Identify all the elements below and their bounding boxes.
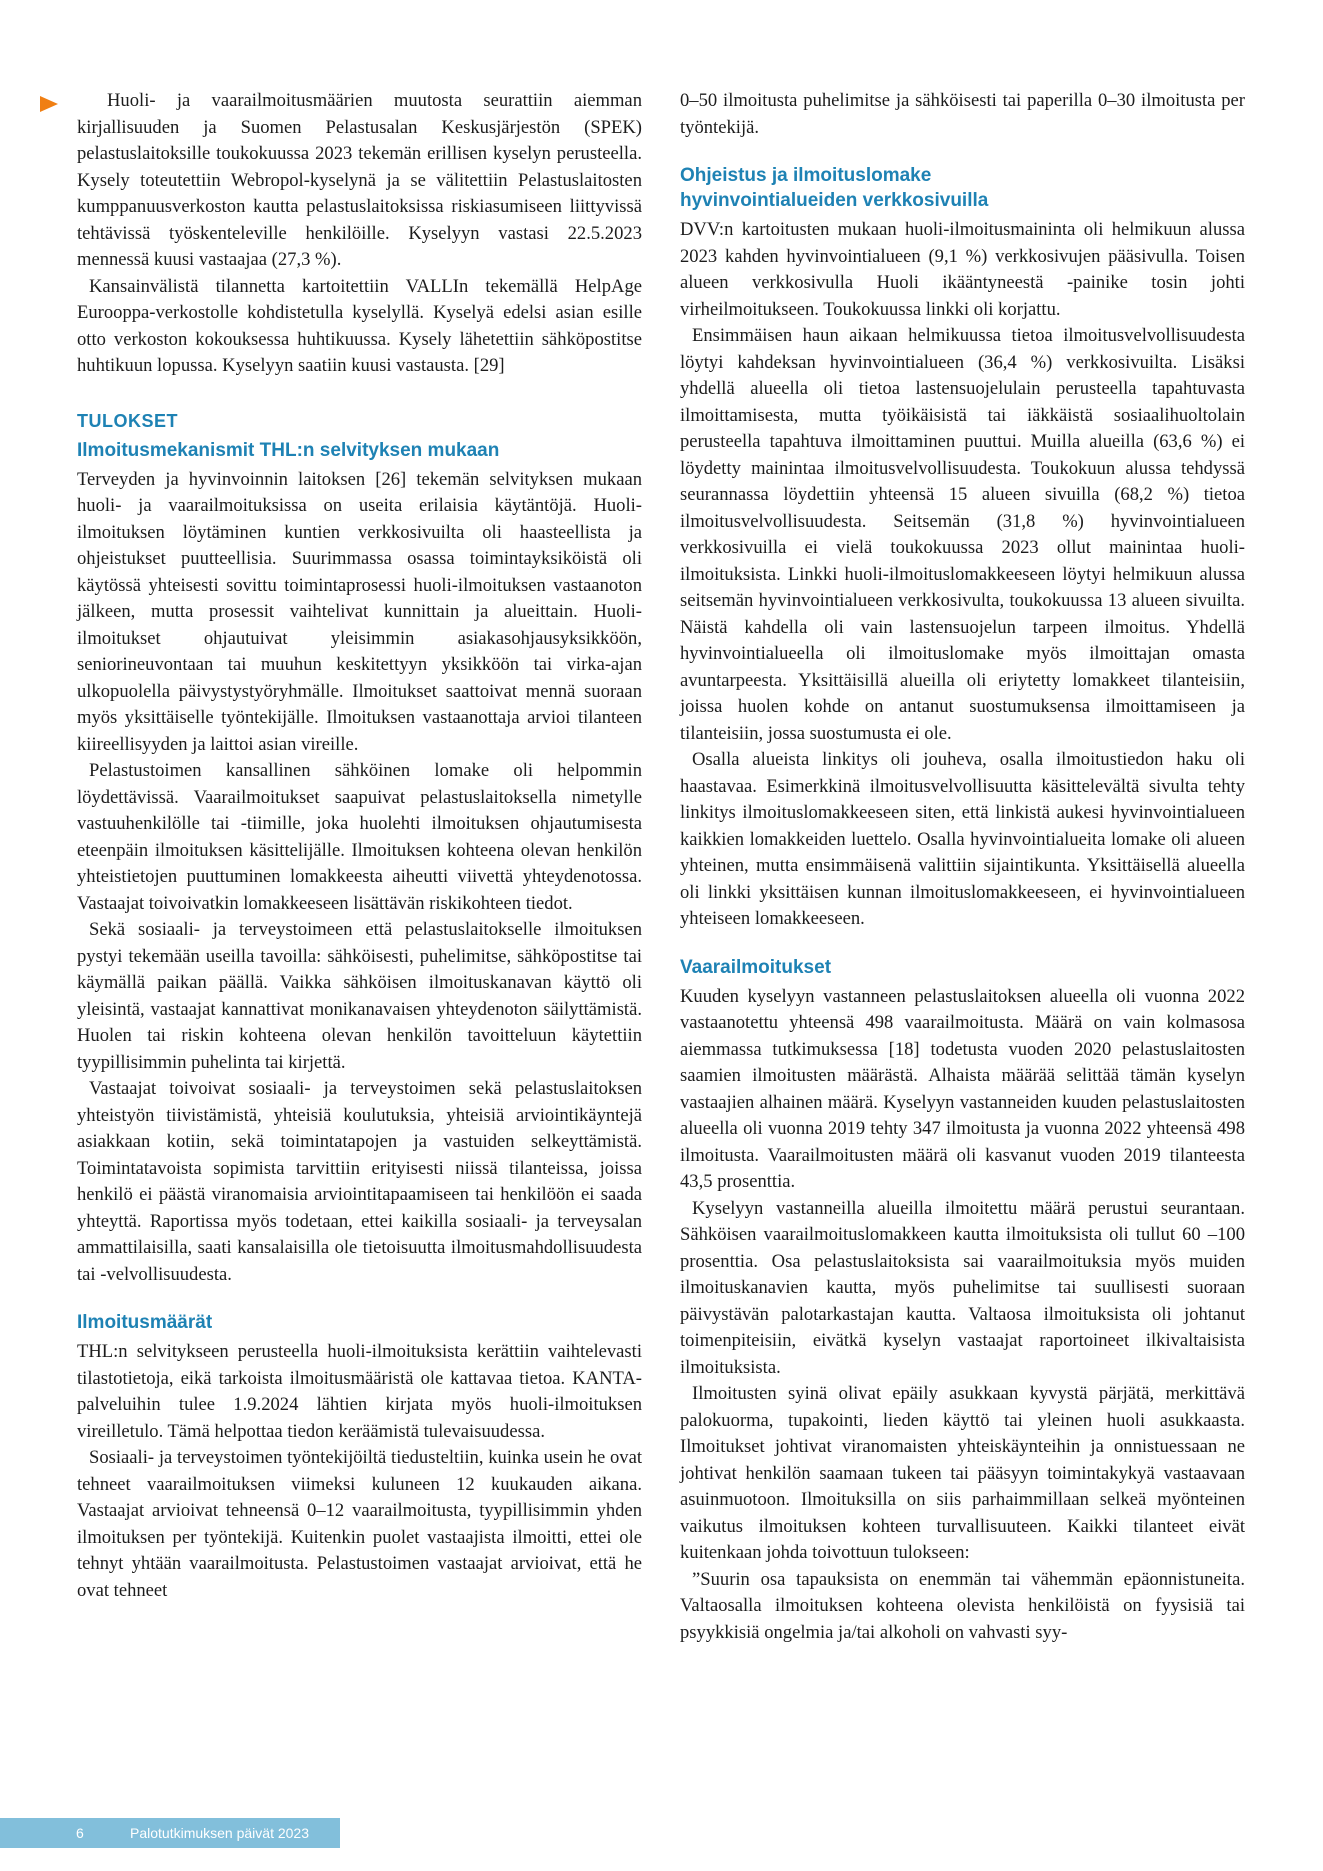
body-paragraph: Terveyden ja hyvinvoinnin laitoksen [26] tekemän selvityksen mukaan huoli- ja vaarailmoituksissa on useita erilaisia käytäntöjä. Huoli-ilmoituksen löytäminen kuntien verkkosivuilta oli haasteellista ja ohjeistukset puutteellisia. Suurimmassa osassa toimintayksiköistä oli käytössä yhteisesti sovittu toimintaprosessi huoli-ilmoituksen vastaanoton jälkeen, mutta prosessit vaihtelivat kunnittain ja alueittain. Huoli-ilmoitukset ohjautuivat yleisimmin asiakasohjausyksikköön, seniorineuvontaan tai muuhun keskitettyyn yksikköön tai virka-ajan ulkopuolella päivystystyöryhmälle. Ilmoitukset saattoivat mennä suoraan myös yksittäiselle työntekijälle. Ilmoituksen vastaanottaja arvioi tilanteen kiireellisyyden ja laittoi asian vireille. — [77, 468, 642, 755]
subheading-report-counts: Ilmoitusmäärät — [77, 1312, 213, 1333]
orange-triangle-marker-icon — [40, 96, 58, 112]
continuation-paragraph: 0–50 ilmoitusta puhelimitse ja sähköisesti tai paperilla 0–30 ilmoitusta per työntekijä. — [680, 90, 1245, 138]
body-paragraph: Ensimmäisen haun aikaan helmikuussa tietoa ilmoitusvelvollisuudesta löytyi kahdeksan hyvinvointialueen (36,4 %) verkkosivuilta. Lisäksi yhdellä alueella oli tietoa lastensuojelulain perusteella tapahtuvasta ilmoittamisesta, mutta työikäisistä tai iäkkäistä sosiaalihuoltolain perusteella tapahtuva ilmoittaminen puuttui. Muilla alueilla (63,6 %) ei löydetty mainintaa ilmoitusvelvollisuudesta. Toukokuun alussa tehdyssä seurannassa löydettiin yhteensä 15 alueen sivuilla (68,2 %) tietoa ilmoitusvelvollisuudesta. Seitsemän (31,8 %) hyvinvointialueen verkkosivuilla ei vielä toukokuussa 2023 ollut mainintaa huoli-ilmoituksista. Linkki huoli-ilmoituslomakkeeseen löytyi helmikuun alussa seitsemän hyvinvointialueen verkkosivulta, toukokuussa 13 alueen sivuilta. Näistä kahdella oli vain lastensuojelun tarpeen ilmoitus. Yhdellä hyvinvointialueella oli ilmoituslomake myös ilmoittajan omasta avuntarpeesta. Yksittäisillä alueilla oli eriytetty lomakkeet tilanteisiin, joissa huolen kohde on antanut suostumuksensa ilmoittamiseen ja tilanteisiin, jossa suostumusta ei ole. — [680, 325, 1245, 744]
body-paragraph: Kuuden kyselyyn vastanneen pelastuslaitoksen alueella oli vuonna 2022 vastaanotettu yhteensä 498 vaarailmoitusta. Määrä on vain kolmasosa aiemmassa tutkimuksessa [18] todetusta vuoden 2020 pelastuslaitosten saamien ilmoitusten määrästä. Alhaista määrää selittää tämän kyselyn vastaajien alhainen määrä. Kyselyyn vastanneiden kuuden pelastuslaitosten alueella oli vuonna 2019 tehty 347 ilmoitusta ja vuonna 2022 yhteensä 498 ilmoitusta. Vaarailmoitusten määrä oli kasvanut vuoden 2019 tilanteesta 43,5 prosenttia. — [680, 985, 1245, 1192]
intro-paragraph: Huoli- ja vaarailmoitusmäärien muutosta seurattiin aiemman kirjallisuuden ja Suomen Pelastusalan Keskusjärjestön (SPEK) pelastuslaitoksille toukokuussa 2023 tekemän erillisen kyselyn perusteella. Kysely toteutettiin Webropol-kyselynä ja se välitettiin Pelastuslaitosten kumppanuusverkoston kautta pelastuslaitoksissa riskiasumiseen liittyvissä tehtävissä työskenteleville henkilöille. Kyselyyn vastasi 22.5.2023 mennessä kuusi vastaajaa (27,3 %). — [77, 90, 642, 270]
subheading-line: hyvinvointialueiden verkkosivuilla — [680, 190, 989, 211]
right-column — [680, 88, 1245, 1646]
body-paragraph: Kyselyyn vastanneilla alueilla ilmoitettu määrä perustui seurantaan. Sähköisen vaarailmoituslomakkeen kautta ilmoituksista oli tullut 60 –100 prosenttia. Osa pelastuslaitoksista sai vaarailmoituksia myös muiden ilmoituskanavien kautta, myös puhelimitse tai suullisesti suoraan päivystävän palotarkastajan kautta. Valtaosa ilmoituksista oli johtanut toimenpiteisiin, eivätkä kyselyn vastaajat raportoineet ilkivaltaisista ilmoituksista. — [680, 1197, 1245, 1378]
intro-paragraph: Kansainvälistä tilannetta kartoitettiin VALLIn tekemällä HelpAge Eurooppa-verkostolle kohdistetulla kyselyllä. Kyselyä edelsi asian esille otto verkoston kokouksessa huhtikuussa. Kysely lähetettiin sähköpostitse huhtikuun lopussa. Kyselyyn saatiin kuusi vastausta. [29] — [77, 275, 642, 376]
body-paragraph: THL:n selvitykseen perusteella huoli-ilmoituksista kerättiin vaihtelevasti tilastotietoja, eikä tarkoista ilmoitusmääristä ole kattavaa tietoa. KANTA-palveluihin tulee 1.9.2024 lähtien kirjata myös huoli-ilmoituksen vireilletulo. Tämä helpottaa tiedon keräämistä tulevaisuudessa. — [77, 1341, 642, 1442]
section-heading-results: TULOKSET — [77, 410, 178, 431]
body-paragraph: Ilmoitusten syinä olivat epäily asukkaan kyvystä pärjätä, merkittävä palokuorma, tupakointi, lieden käyttö tai yleinen huoli asukkaasta. Ilmoitukset johtivat viranomaisten yhteiskäynteihin ja onnistuessaan ne johtivat henkilön saamaan tukeen tai pääsyyn toimintakykyä vastaavaan asuinmuotoon. Ilmoituksilla on siis parhaimmillaan selkeä myönteinen vaikutus ilmoituksen kohteen turvallisuuteen. Kaikki tilanteet eivät kuitenkaan johda toivottuun tulokseen: — [680, 1383, 1245, 1563]
publication-title: Palotutkimuksen päivät 2023 — [130, 1825, 309, 1841]
body-paragraph: Pelastustoimen kansallinen sähköinen lomake oli helpommin löydettävissä. Vaarailmoitukset saapuivat pelastuslaitoksella nimetylle vastuuhenkilölle tai -tiimille, joka huolehti ilmoituksen ohjautumisesta eteenpäin ilmoituksen käsittelijälle. Ilmoituksen kohteena olevan henkilön yhteistietojen puuttuminen lomakkeesta aiheutti viivettä yhteydenotossa. Vastaajat toivoivatkin lomakkeeseen lisättävän riskikohteen tiedot. — [77, 760, 642, 914]
subheading-danger-reports: Vaarailmoitukset — [680, 956, 832, 978]
body-paragraph: Sosiaali- ja terveystoimen työntekijöiltä tiedusteltiin, kuinka usein he ovat tehneet vaarailmoituksen viimeksi kuluneen 12 kuukauden aikana. Vastaajat arvioivat tehneensä 0–12 vaarailmoitusta, tyypillisimmin yhden ilmoituksen per työntekijä. Kuitenkin puolet vastaajista ilmoitti, ettei ole tehnyt yhtään vaarailmoitusta. Pelastustoimen vastaajat arvioivat, että he ovat tehneet — [77, 1447, 642, 1601]
subheading-reporting-mechanisms: Ilmoitusmekanismit THL:n selvityksen mukaan — [77, 439, 500, 461]
body-paragraph: DVV:n kartoitusten mukaan huoli-ilmoitusmaininta oli helmikuun alussa 2023 kahden hyvinvointialueen (9,1 %) verkkosivujen pääsivulla. Toisen alueen verkkosivulla Huoli ikääntyneestä -painike tosin johti virheilmoitukseen. Toukokuussa linkki oli korjattu. — [680, 219, 1245, 320]
quote-paragraph: ”Suurin osa tapauksista on enemmän tai vähemmän epäonnistuneita. Valtaosalla ilmoituksen kohteena olevista henkilöistä on fyysisiä tai psyykkisiä ongelmia ja/tai alkoholi on vahvasti syy- — [680, 1568, 1245, 1643]
body-paragraph: Osalla alueista linkitys oli jouheva, osalla ilmoitustiedon haku oli haastavaa. Esimerkkinä ilmoitusvelvollisuutta käsittelevältä sivulta tehty linkitys ilmoituslomakkeeseen siten, että linkistä aukesi hyvinvointialueen kaikkien lomakkeiden luettelo. Osalla hyvinvointialueita lomake oli alueen yhteinen, mutta ensimmäisenä valittiin sijaintikunta. Yksittäisellä alueella oli linkki yksittäisen kunnan ilmoituslomakkeeseen, ei hyvinvointialueen yhteiseen lomakkeeseen. — [680, 749, 1245, 929]
body-paragraph: Sekä sosiaali- ja terveystoimeen että pelastuslaitokselle ilmoituksen pystyi tekemään useilla tavoilla: sähköisesti, puhelimitse, sähköpostitse tai käymällä paikan päällä. Vaikka sähköisen ilmoituskanavan käyttö oli yleisintä, vastaajat kannattivat monikanavaisen yhteydenoton säilyttämistä. Huolen tai riskin kohteena olevan henkilön tavoitteluun käytettiin tyypillisimmin puhelinta tai kirjettä. — [77, 919, 642, 1073]
subheading-guidance-forms — [680, 163, 1245, 213]
subheading-line: Ohjeistus ja ilmoituslomake — [680, 165, 932, 186]
left-column — [77, 88, 642, 1604]
page-number: 6 — [76, 1825, 84, 1841]
body-paragraph: Vastaajat toivoivat sosiaali- ja terveystoimen sekä pelastuslaitoksen yhteistyön tiivistämistä, yhteisiä koulutuksia, yhteisiä arviointikäyntejä asiakkaan kotiin, sekä toimintatapojen ja vastuiden selkeyttämistä. Toimintatavoista sopimista tarvittiin erityisesti niissä tilanteissa, joissa henkilö ei päästä viranomaisia arviointitapaamiseen tai henkilöön ei saada yhteyttä. Raportissa myös todetaan, ettei kaikilla sosiaali- ja terveysalan ammattilaisilla, saati kansalaisilla ole tietoisuutta ilmoitusmahdollisuudesta tai -velvollisuudesta. — [77, 1078, 642, 1285]
page-footer — [0, 1818, 340, 1848]
